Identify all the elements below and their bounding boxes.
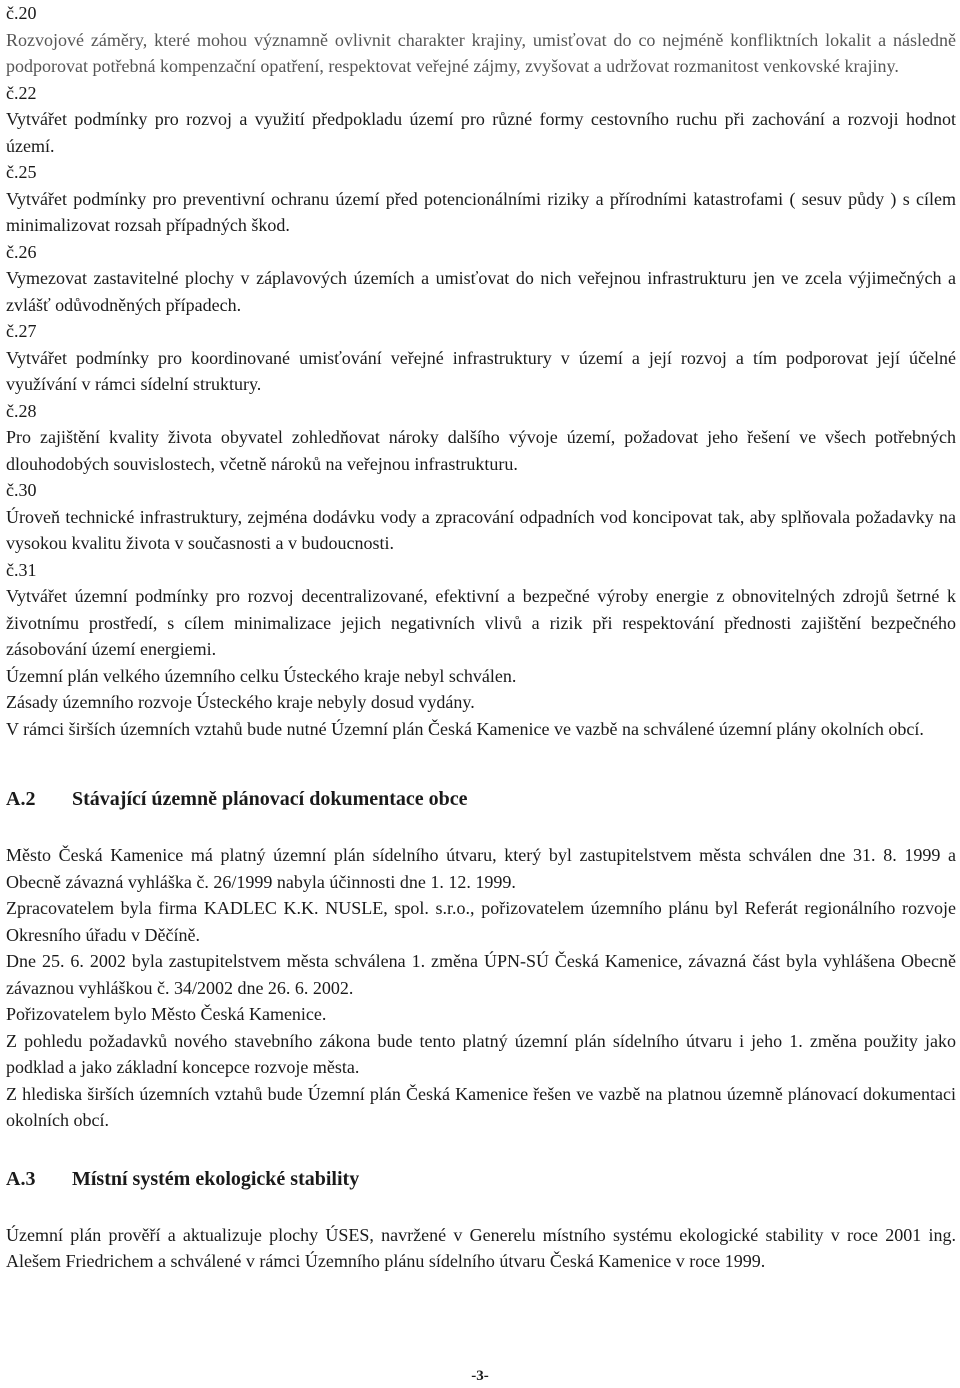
item-tag: č.28 (6, 400, 37, 421)
item-text: Vytvářet územní podmínky pro rozvoj decentralizované, efektivní a bezpečné výroby energie z obnovitelných zdrojů šetrné k životnímu prostředí, s cílem minimalizace jejich negativních vlivů a rizik při respektování přednosti zajištění bezpečného zásobování území energiemi. (6, 586, 956, 659)
a2-paragraph: Z pohledu požadavků nového stavebního zákona bude tento platný územní plán sídelního útvaru i jeho 1. změna použity jako podklad a jako základní koncepce rozvoje města. (6, 1030, 956, 1077)
a2-paragraph: Město Česká Kamenice má platný územní plán sídelního útvaru, který byl zastupitelstvem města schválen dne 31. 8. 1999 a Obecně závazná vyhláška č. 26/1999 nabyla účinnosti dne 1. 12. 1999. (6, 845, 956, 892)
item-text: Úroveň technické infrastruktury, zejména dodávku vody a zpracování odpadních vod koncipovat tak, aby splňovala požadavky na vysokou kvalitu života v současnosti a v budoucnosti. (6, 506, 956, 553)
a3-paragraph: Územní plán prověří a aktualizuje plochy ÚSES, navržené v Generelu místního systému ekologické stability v roce 2001 ing. Alešem Friedrichem a schválené v rámci Územního plánu sídelního útvaru Česká Kamenice v roce 1999. (6, 1224, 956, 1271)
item-text: Vymezovat zastavitelné plochy v záplavových územích a umisťovat do nich veřejnou infrastrukturu jen ve zcela výjimečných a zvlášť odůvodněných případech. (6, 268, 956, 315)
section-heading-a2 (6, 786, 956, 812)
section-title: Stávající územně plánovací dokumentace obce (72, 788, 468, 810)
intro-paragraph: V rámci širších územních vztahů bude nutné Územní plán Česká Kamenice ve vazbě na schválené územní plány okolních obcí. (6, 718, 924, 739)
spacer (6, 1134, 956, 1166)
item-27 (6, 318, 956, 398)
item-22 (6, 80, 956, 160)
item-tag: č.26 (6, 241, 37, 262)
a2-paragraph: Dne 25. 6. 2002 byla zastupitelstvem města schválena 1. změna ÚPN-SÚ Česká Kamenice, závazná část byla vyhlášena Obecně závaznou vyhláškou č. 34/2002 dne 26. 6. 2002. (6, 951, 956, 998)
item-text: Pro zajištění kvality života obyvatel zohledňovat nároky dalšího vývoje území, požadovat jeho řešení ve všech potřebných dlouhodobých souvislostech, včetně nároků na veřejnou infrastrukturu. (6, 427, 956, 474)
item-tag: č.20 (6, 3, 37, 23)
item-25 (6, 159, 956, 239)
spacer (6, 812, 956, 842)
page-number: -3- (471, 1368, 489, 1384)
spacer (6, 1192, 956, 1222)
item-20 (6, 0, 956, 80)
item-tag: č.27 (6, 321, 37, 341)
spacer (6, 742, 956, 786)
item-26 (6, 239, 956, 319)
item-tag: č.22 (6, 82, 37, 103)
intro-paragraph: Zásady územního rozvoje Ústeckého kraje nebyly dosud vydány. (6, 692, 475, 712)
item-tag: č.25 (6, 162, 37, 182)
section-heading-a3 (6, 1166, 956, 1192)
item-30 (6, 477, 956, 557)
section-number: A.3 (6, 1167, 36, 1190)
document-page (6, 0, 956, 1275)
intro-paragraph: Územní plán velkého územního celku Ústeckého kraje nebyl schválen. (6, 665, 517, 686)
item-text: Vytvářet podmínky pro koordinované umisťování veřejné infrastruktury v území a její rozvoj a tím podporovat její účelné využívání v rámci sídelní struktury. (6, 347, 956, 394)
item-31 (6, 557, 956, 663)
section-title: Místní systém ekologické stability (72, 1167, 360, 1190)
section-number: A.2 (6, 788, 36, 810)
a2-paragraph: Pořizovatelem bylo Město Česká Kamenice. (6, 1004, 327, 1024)
item-text: Vytvářet podmínky pro preventivní ochranu území před potencionálními riziky a přírodními katastrofami ( sesuv půdy ) s cílem minimalizovat rozsah případných škod. (6, 188, 956, 235)
item-28 (6, 398, 956, 478)
a2-paragraph: Zpracovatelem byla firma KADLEC K.K. NUSLE, spol. s.r.o., pořizovatelem územního plánu byl Referát regionálního rozvoje Okresního úřadu v Děčíně. (6, 898, 956, 945)
item-tag: č.30 (6, 480, 37, 500)
item-text: Vytvářet podmínky pro rozvoj a využití předpokladu území pro různé formy cestovního ruchu při zachování a rozvoji hodnot území. (6, 109, 956, 156)
item-text: Rozvojové záměry, které mohou významně ovlivnit charakter krajiny, umisťovat do co nejméně konfliktních lokalit a následně podporovat potřebná kompenzační opatření, respektovat veřejné zájmy, zvyšovat a udržovat rozmanitost venkovské krajiny. (6, 29, 956, 76)
a2-paragraph: Z hlediska širších územních vztahů bude Územní plán Česká Kamenice řešen ve vazbě na platnou územně plánovací dokumentaci okolních obcí. (6, 1083, 956, 1130)
item-tag: č.31 (6, 559, 37, 580)
